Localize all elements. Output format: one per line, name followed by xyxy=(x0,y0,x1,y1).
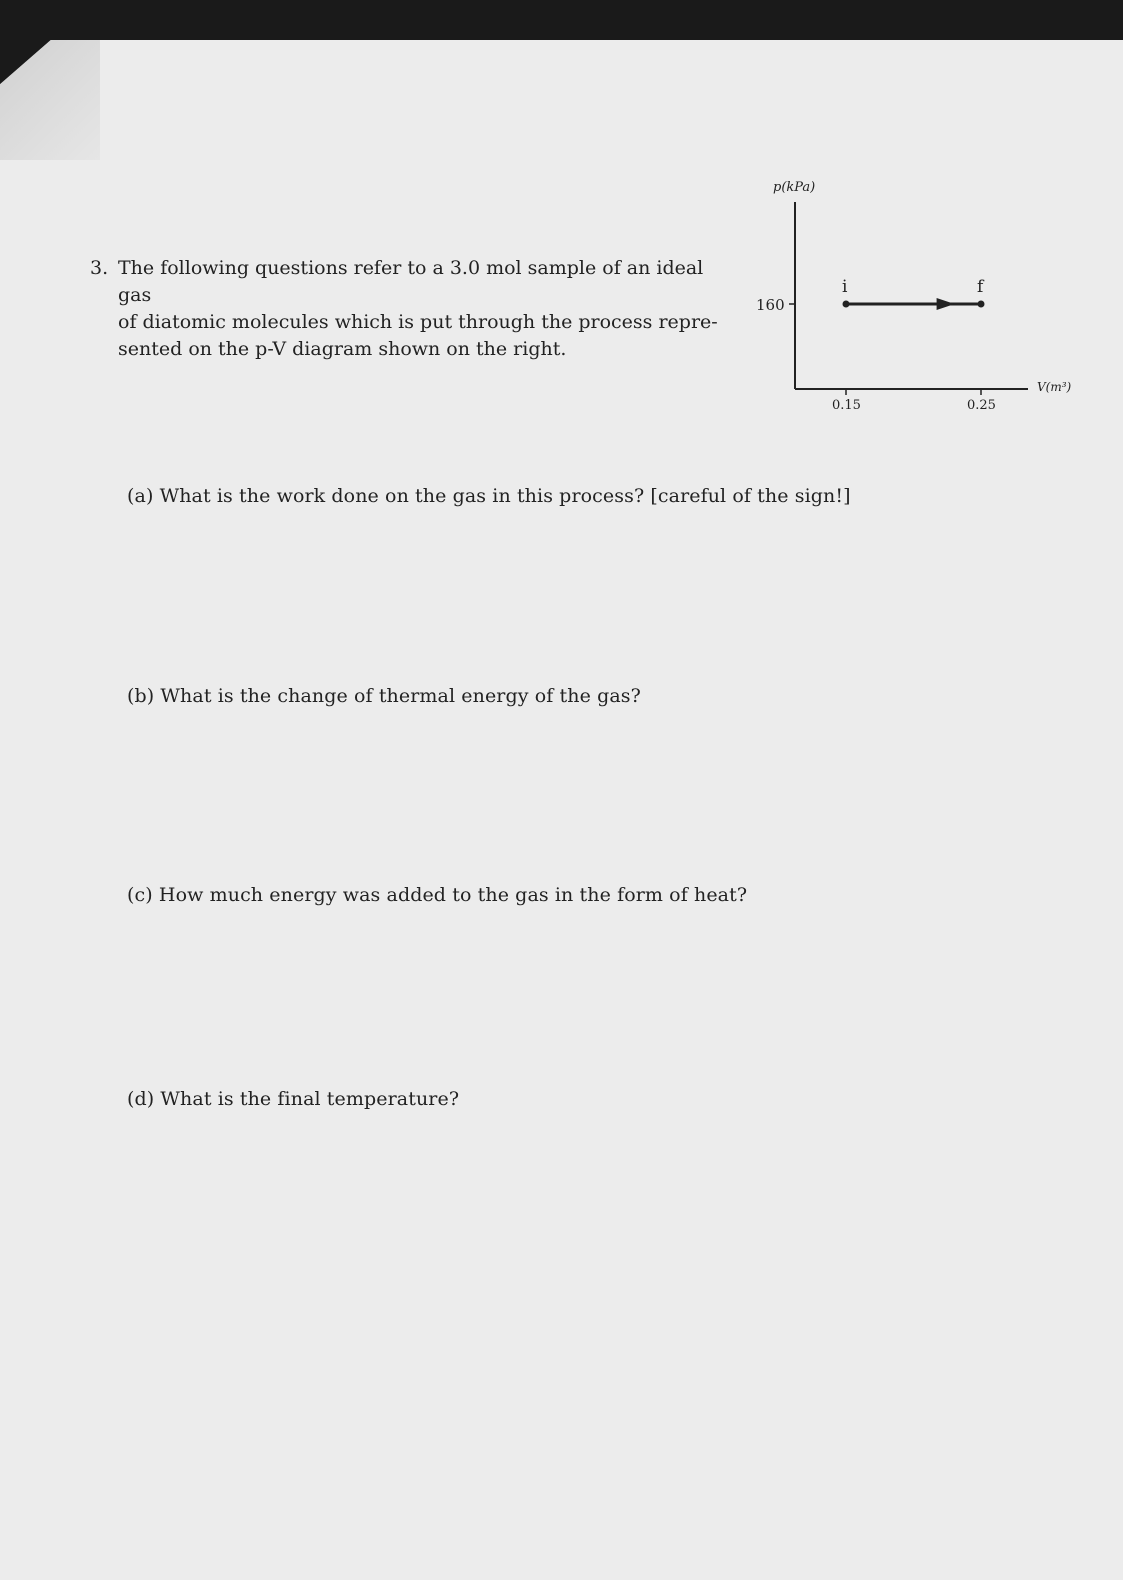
final-label: f xyxy=(977,277,984,297)
y-axis-label: p(kPa) xyxy=(773,180,816,195)
question-b: (b) What is the change of thermal energy of the gas? xyxy=(127,685,641,707)
problem-text-line-1: The following questions refer to a 3.0 mol sample of an ideal gas xyxy=(118,257,704,306)
x-axis-label: V(m³) xyxy=(1037,380,1072,394)
problem-statement xyxy=(90,255,720,363)
question-c: (c) How much energy was added to the gas in the form of heat? xyxy=(127,884,748,906)
question-a: (a) What is the work done on the gas in this process? [careful of the sign!] xyxy=(127,485,851,507)
y-tick-label: 160 xyxy=(756,296,785,314)
question-d: (d) What is the final temperature? xyxy=(127,1088,460,1110)
initial-label: i xyxy=(842,277,848,297)
problem-text-line-2: of diatomic molecules which is put through the process repre- xyxy=(118,311,718,333)
problem-text-line-3: sented on the p-V diagram shown on the right. xyxy=(118,338,567,360)
page-curl-shadow xyxy=(0,40,100,160)
x-tick-label-1: 0.15 xyxy=(832,398,861,413)
x-tick-label-2: 0.25 xyxy=(967,398,996,413)
problem-number: 3. xyxy=(90,257,109,279)
